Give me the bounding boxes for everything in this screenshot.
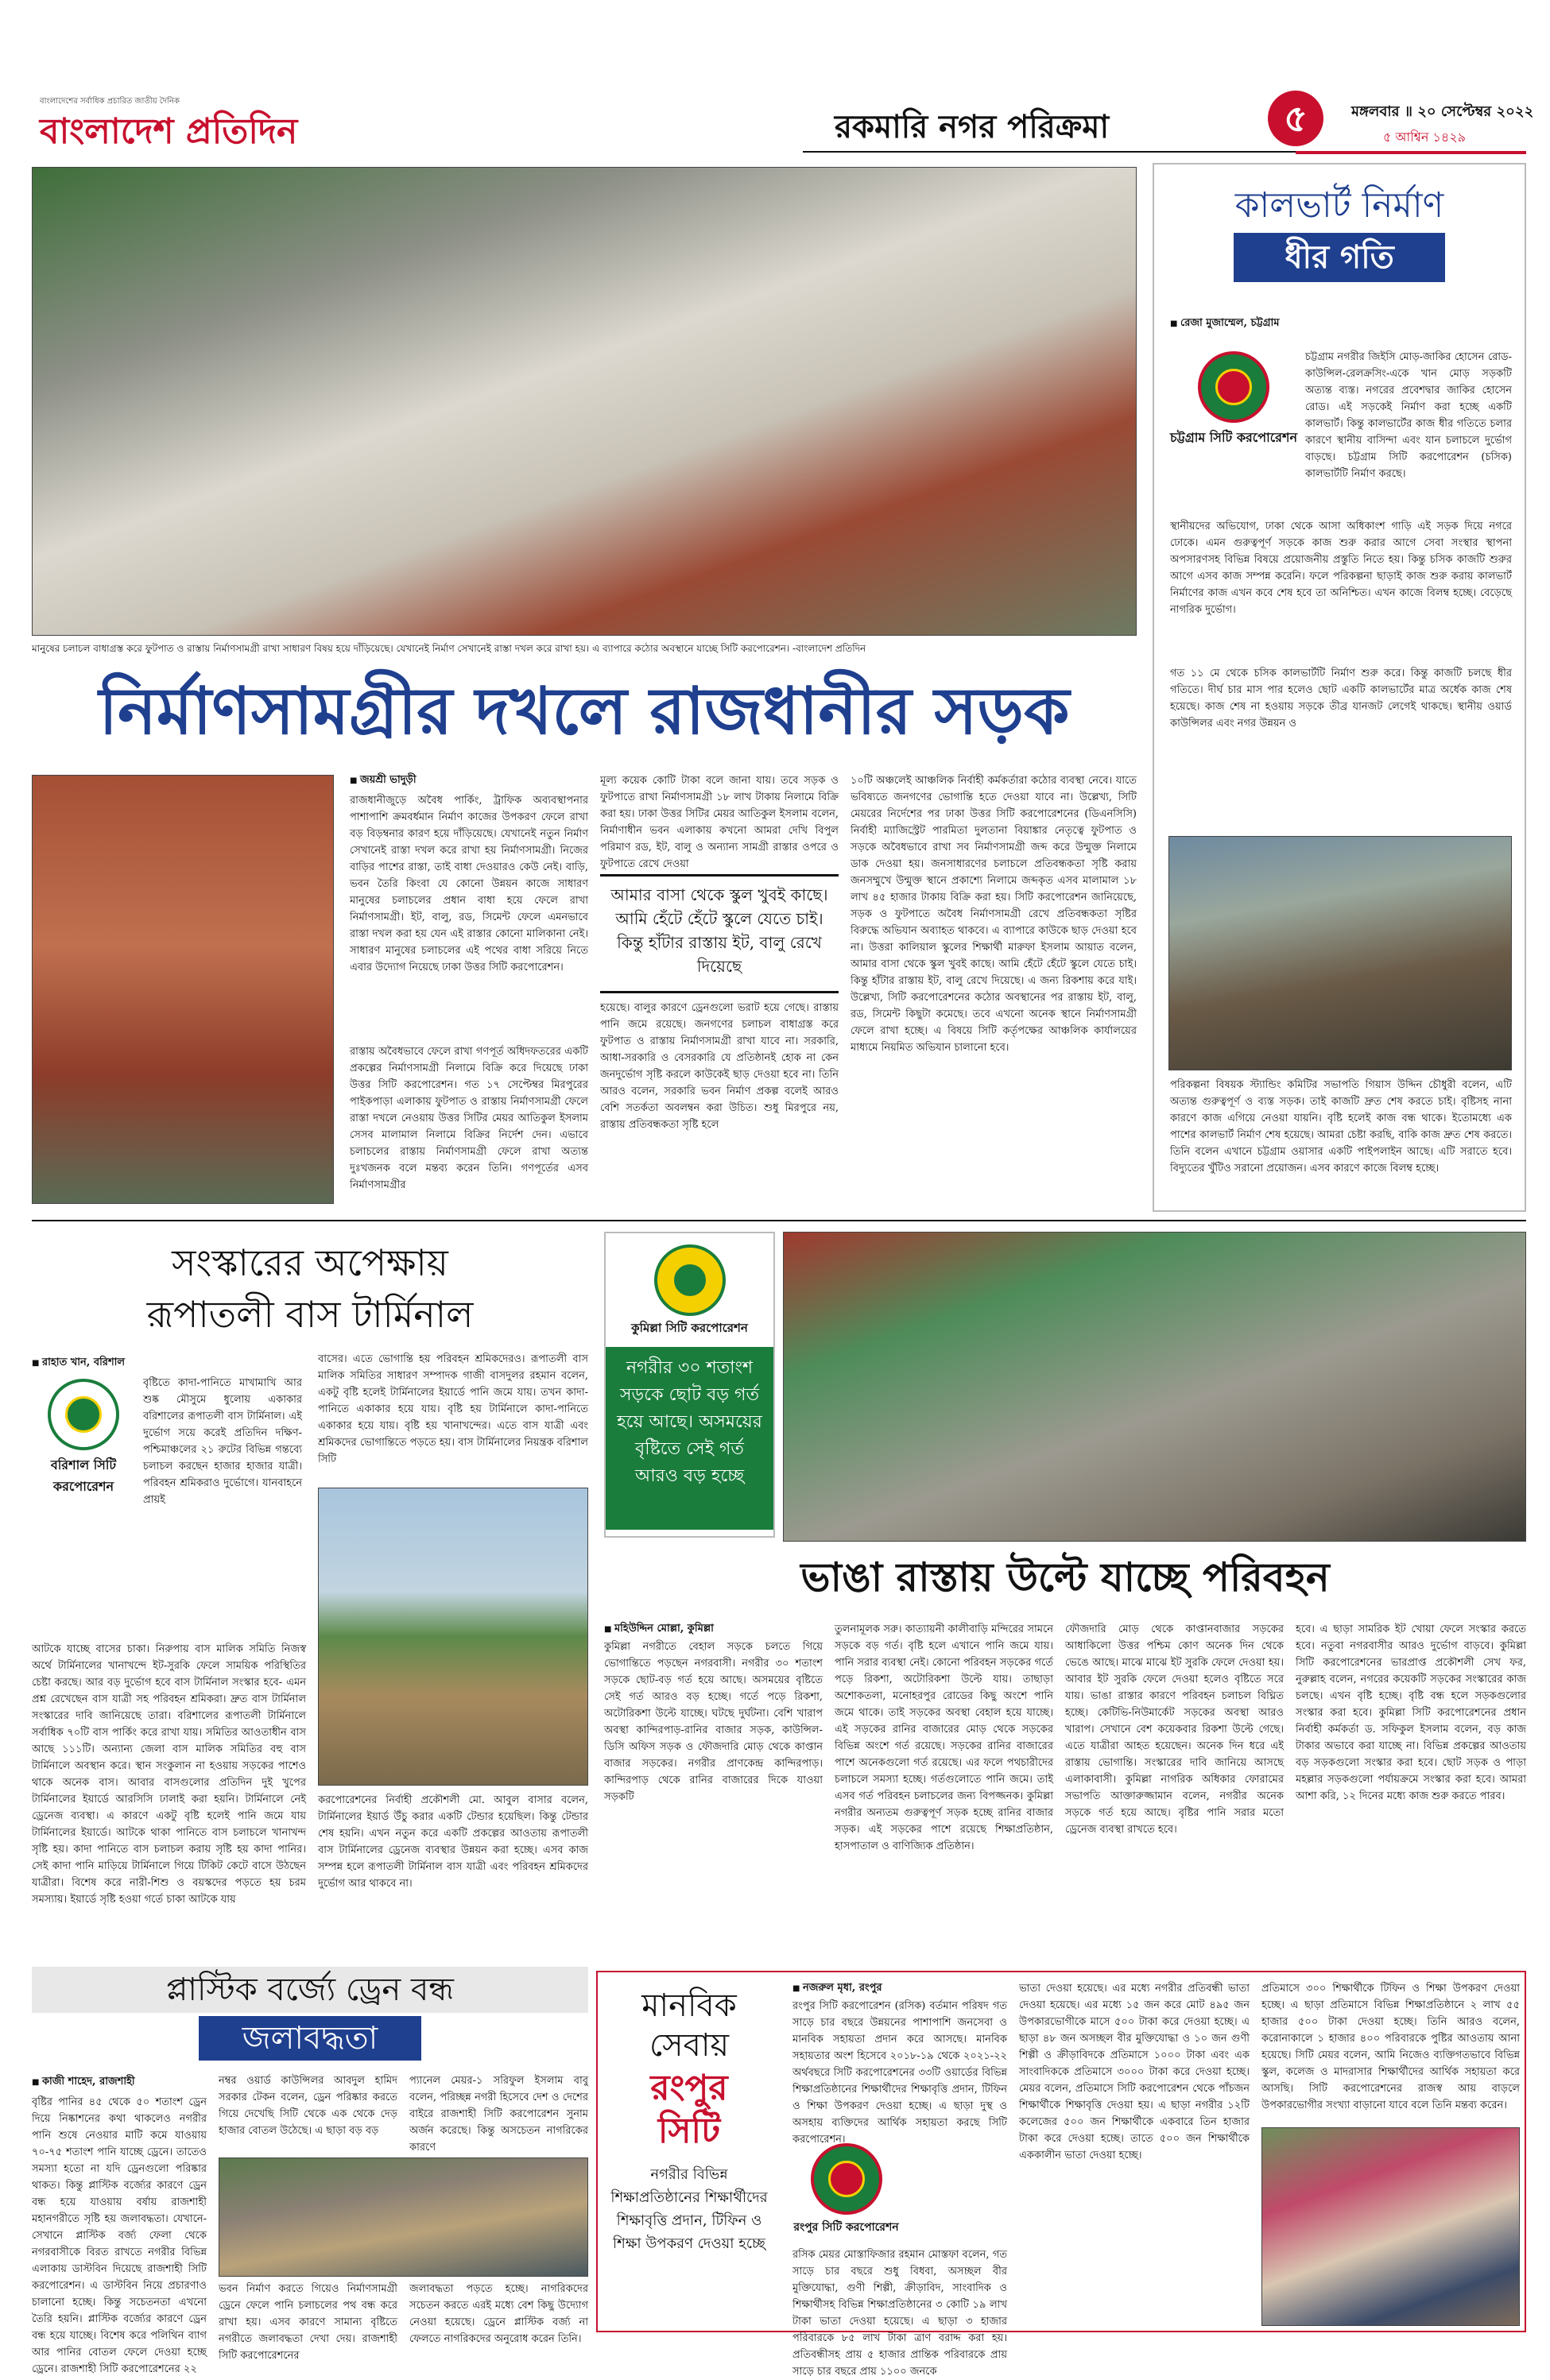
barishal-photo: [318, 1488, 588, 1786]
cumilla-photo: [783, 1232, 1526, 1542]
culvert-text4: পরিকল্পনা বিষয়ক স্ট্যান্ডিং কমিটির সভাপতি গিয়াস উদ্দিন চৌধুরী বলেন, এটি অত্যন্ত গুরুত্বপূর্ণ ও ব্যস্ত সড়ক। তাই কাজটি দ্রুত শেষ করতে চাই। বৃষ্টিসহ নানা কারণে কাজ এগিয়ে নেওয়া যায়নি। বৃষ্টি হলেই কাজ বন্ধ থাকে। ইতোমধ্যে এক পাশের কালভার্ট নির্মাণ শেষ হয়েছে। আমরা চেষ্টা করছি, বাকি কাজ দ্রুত শেষ করতে। তিনি বলেন এখানে চট্টগ্রাম ওয়াসার একটি পাইপলাইন আছে। এটি সরাতে হবে। বিদ্যুতের খুঁটিও সরানো প্রয়োজন। এসব কারণে কাজে বিলম্ব হচ্ছে।: [1170, 1079, 1512, 1175]
rangpur-col1b: রসিক মেয়র মোস্তাফিজার রহমান মোস্তফা বলেন, গত সাড়ে চার বছরে শুধু বিধবা, অসচ্ছল বীর মুক্তিযোদ্ধা, গুণী শিল্পী, ক্রীড়াবিদ, সাংবাদিক ও শিক্ষার্থীসহ বিভিন্ন শিক্ষাপ্রতিষ্ঠানের ৩ কোটি ১৯ লাখ টাকা ভাতা দেওয়া হয়েছে। এ ছাড়া ৩ হাজার পরিবারকে ৮৫ লাখ টাকা ত্রাণ বরাদ্দ করা হয়। প্রতিবন্ধীসহ প্রায় ৫ হাজার প্রান্তিক পরিবারকে প্রায় সাড়ে চার বছরে প্রায় ১১০০ জনকে: [792, 2249, 1007, 2378]
lead-col2-text: মূল্য কয়েক কোটি টাকা বলে জানা যায়। তবে সড়ক ও ফুটপাতে রাখা নির্মাণসামগ্রী ১৮ লাখ টাকায় নিলামে বিক্রি করা হয়। ঢাকা উত্তর সিটির মেয়র আতিকুল ইসলাম বলেন, নির্মাণাধীন ভবন এলাকায় কখনো আমরা দেখি বিপুল পরিমাণ রড, ইট, বালু ও অন্যান্য সামগ্রী রাস্তার ওপরে ও ফুটপাতে রেখে দেওয়া: [600, 775, 839, 870]
culvert-highlight-text: ধীর গতি: [1285, 238, 1394, 276]
culvert-logo: [1170, 351, 1297, 478]
chattogram-city-logo-icon: [1198, 351, 1269, 423]
lead-headline: নির্মাণসামগ্রীর দখলে রাজধানীর সড়ক: [99, 673, 1070, 749]
culvert-text1: চট্টগ্রাম নগরীর জিইসি মোড়-জাকির হোসেন রোড-কাউন্সিল-রেলক্রসিং-একে খান মোড় সড়কটি অত্যন্ত ব্যস্ত। নগরের প্রবেশদ্বার জাকির হোসেন রোড। এই সড়কেই নির্মাণ করা হচ্ছে একটি কালভার্ট। কিন্তু কালভার্টের কাজ ধীর গতিতে চলার কারণে স্থানীয় বাসিন্দা এবং যান চলাচলে দুর্ভোগ বাড়ছে। চট্টগ্রাম সিটি করপোরেশন (চসিক) কালভার্টটি নির্মাণ করছে।: [1305, 351, 1512, 480]
barishal-col2: বাসের। এতে ভোগান্তি হয় পরিবহন শ্রমিকদেরও। রূপাতলী বাস মালিক সমিতির সাধারণ সম্পাদক গাজী বাসদুলর রহমান বলেন, একটু বৃষ্টি হলেই টার্মিনালের ইয়ার্ডে পানি জমে যায়। তখন কাদা-পানিতে একাকার হয়ে যায়। বৃষ্টি হয় টার্মিনালে কাদা-পানিতে একাকার হয়ে যায়। বৃষ্টি হয় খানাখন্দের। এতে বাস যাত্রী এবং শ্রমিকদের ভোগান্তিতে পড়তে হয়। বাস টার্মিনালের নিয়ন্ত্রক বরিশাল সিটি: [318, 1353, 588, 1465]
rangpur-city-logo-icon: [811, 2143, 882, 2215]
section-title: রকমারি নগর পরিক্রমা: [835, 108, 1110, 145]
cumilla-headline: ভাঙা রাস্তায় উল্টে যাচ্ছে পরিবহন: [800, 1554, 1330, 1600]
page-number: ৫: [1284, 97, 1308, 140]
rangpur-sidebar-text: নগরীর বিভিন্ন শিক্ষাপ্রতিষ্ঠানের শিক্ষার্থীদের শিক্ষাবৃত্তি প্রদান, টিফিন ও শিক্ষা উপকরণ দেওয়া হচ্ছে: [610, 2166, 768, 2252]
culvert-byline: ■ রেজা মুজাম্মেল, চট্টগ্রাম: [1170, 315, 1279, 332]
rangpur-col2: ভাতা দেওয়া হয়েছে। এর মধ্যে নগরীর প্রতিবন্ধী ভাতা দেওয়া হয়েছে। এর মধ্যে ১৫ জন করে মোট ৪৯৫ জন উপকারভোগীকে মাসে ৫০০ টাকা করে দেওয়া হচ্ছে। এ ছাড়া ৪৮ জন অসচ্ছল বীর মুক্তিযোদ্ধা ও ১০ জন গুণী শিল্পী ও ক্রীড়াবিদকে প্রতিমাসে ১০০০ টাকা এবং এক সাংবাদিককে প্রতিমাসে ৩০০০ টাকা করে দেওয়া হচ্ছে। মেয়র বলেন, প্রতিমাসে সিটি করপোরেশন থেকে পাঁচজন শিক্ষার্থীকে শিক্ষাবৃত্তি দেওয়া হয়। এ ছাড়া নগরীর ১২টি কলেজের ৫০০ জন শিক্ষার্থীকে একবারে তিন হাজার টাকা করে দেওয়া হচ্ছে। তাতে ৫০০ জন শিক্ষার্থীকে এককালীন ভাতা দেওয়া হচ্ছে।: [1019, 1983, 1250, 2161]
plastic-headline-2: জলাবদ্ধতা: [199, 2016, 421, 2061]
plastic-headline-box: [32, 1967, 588, 2062]
plastic-byline: ■ কাজী শাহেদ, রাজশাহী: [32, 2074, 135, 2091]
cumilla-col1: কুমিল্লা নগরীতে বেহাল সড়কে চলতে গিয়ে ভোগান্তিতে পড়ছেন নগরবাসী। নগরীর ৩০ শতাংশ সড়কে ছোট-বড় গর্ত হয়ে আছে। অসময়ের বৃষ্টিতে সেই গর্ত আরও বড় হচ্ছে। গর্তে পড়ে রিকশা, অটোরিকশা উল্টে যাচ্ছে। ঘটছে দুর্ঘটনা। বেশি খারাপ অবস্থা কান্দিরপাড়-রানির বাজার সড়ক, কাউন্সিল-ডিসি অফিস সড়ক ও ফৌজদারি মোড় থেকে কাপ্তান বাজার সড়কের। নগরীর প্রাণকেন্দ্র কান্দিরপাড়। কান্দিরপাড় থেকে রানির বাজারের দিকে যাওয়া সড়কটি: [604, 1641, 823, 1803]
culvert-logo-label: চট্টগ্রাম সিটি করপোরেশন: [1170, 430, 1297, 445]
plastic-col3: প্যানেল মেয়র-১ সরিফুল ইসলাম বাবু বলেন, পরিচ্ছন্ন নগরী হিসেবে দেশ ও দেশের বাইরে রাজশাহী সিটি করপোরেশন সুনাম অর্জন করেছে। কিন্তু অসচেতন নাগরিকের কারণে: [409, 2075, 588, 2154]
lead-col1: [350, 772, 588, 1209]
section-divider-1: [32, 1220, 1526, 1221]
rangpur-headline-1: মানবিক: [641, 1987, 737, 2024]
lead-photo: [32, 167, 1137, 636]
page-number-badge: [1268, 91, 1323, 146]
culvert-headline: কালভার্ট নির্মাণ: [1234, 185, 1444, 226]
cumilla-sidebar-text: নগরীর ৩০ শতাংশ সড়কে ছোট বড় গর্ত হয়ে আছে। অসময়ের বৃষ্টিতে সেই গর্ত আরও বড় হচ্ছে: [606, 1347, 773, 1530]
lead-pullquote: আমার বাসা থেকে স্কুল খুবই কাছে। আমি হেঁটে হেঁটে স্কুলে যেতে চাই। কিন্তু হাঁটার রাস্তায় ইট, বালু রেখে দিয়েছে: [600, 874, 839, 993]
lead-col3: [851, 772, 1137, 1209]
plastic-col2: নম্বর ওয়ার্ড কাউন্সিলর আবদুল হামিদ সরকার টেকন বলেন, ড্রেন পরিষ্কার করতে গিয়ে দেখেছি সিটি থেকে এক থেকে দেড় হাজার বোতল উঠেছে। এ ছাড়া বড় বড়: [219, 2075, 397, 2137]
rangpur-logo-label: রংপুর সিটি করপোরেশন: [793, 2221, 899, 2234]
barishal-col1: বৃষ্টিতে কাদা-পানিতে মাখামাখি আর শুষ্ক মৌসুমে ধুলোয় একাকার বরিশালের রূপাতলী বাস টার্মিনাল। এই দুর্ভোগ সয়ে করেই প্রতিদিন দক্ষিণ-পশ্চিমাঞ্চলের ২১ রুটের বিভিন্ন গন্তব্যে চলাচল করছেন হাজার হাজার যাত্রী। পরিবহন শ্রমিকরাও দুর্ভোগে। যানবাহনে প্রায়ই: [143, 1377, 302, 1506]
barishal-col2b: করপোরেশনের নির্বাহী প্রকৌশলী মো. আবুল বাসার বলেন, টার্মিনালের ইয়ার্ড উঁচু করার একটি টেন্ডার হয়েছিল। কিন্তু টেন্ডার শেষ হয়নি। এখন নতুন করে একটি প্রকল্পের আওতায় রূপাতলী বাস টার্মিনালের ড্রেনেজ ব্যবস্থার উন্নয়ন করা হচ্ছে। এসব কাজ সম্পন্ন হলে রূপাতলী টার্মিনাল বাস যাত্রী এবং পরিবহন শ্রমিকদের দুর্ভোগ আর থাকবে না।: [318, 1794, 588, 1890]
barishal-logo: [32, 1379, 135, 1498]
masthead-tagline: বাংলাদেশের সর্বাধিক প্রচারিত জাতীয় দৈনিক: [40, 97, 180, 106]
barishal-col1b: আটকে যাচ্ছে বাসের চাকা। নিরুপায় বাস মালিক সমিতি নিজস্ব অর্থে টার্মিনালের খানাখন্দে ইট-সুরকি ফেলে সাময়িক পরিস্থিতির চেষ্টা করছে। আর বড় দুর্ভোগ হবে বাস টার্মিনাল সংস্কার হবে- এমন প্রশ্ন রেখেছেন বাস যাত্রী সহ পরিবহন শ্রমিকরা। দ্রুত বাস টার্মিনাল সংস্কারের দাবি জানিয়েছে তারা। বরিশালের রূপাতলী টার্মিনালে সর্বাধিক ৭০টি বাস পার্কিং করে রাখা যায়। সমিতির আওতাধীন বাস আছে ১১১টি। অন্যান্য জেলা বাস মালিক সমিতির বহু বাস টার্মিনালে অবস্থান করে। স্থান সংকুলান না হওয়ায় সড়কের পাশেও থাকে অনেক বাস। আবার বাসগুলোর প্রতিদিন দুই খুপের টার্মিনালের ইয়ার্ডে আরসিসি ঢালাই করা হয়নি। টার্মিনালে নেই ড্রেনেজ ব্যবস্থা। এ কারণে একটু বৃষ্টি হলেই পানি জমে যায় টার্মিনালের ইয়ার্ডে। আটকে থাকা পানিতে বাস চলাচলে খানাখন্দ সৃষ্টি হয়। কাদা পানিতে বাস চলাচল করায় সৃষ্টি হয় কাদা পানির। সেই কাদা পানি মাড়িয়ে টার্মিনালে গিয়ে টিকিট কেটে বাসে উঠছেন যাত্রীরা। বিশেষ করে নারী-শিশু ও বয়স্কদের পড়তে হয় চরম সমস্যায়। ইয়ার্ডে সৃষ্টি হওয়া গর্তে চাকা আটকে যায়: [32, 1643, 306, 1906]
cumilla-byline: ■ মহিউদ্দিন মোল্লা, কুমিল্লা: [604, 1621, 714, 1638]
lead-col1-text: রাজধানীজুড়ে অবৈধ পার্কিং, ট্রাফিক অব্যবস্থাপনার পাশাপাশি ক্রমবর্ধমান নির্মাণ কাজের উপকরণ ফেলে রাখা বড় বিড়ম্বনার কারণ হয়ে দাঁড়িয়েছে। যেখানেই নতুন নির্মাণ সেখানেই রাস্তা দখল করে রাখা হয় নির্মাণসামগ্রী। নিজের বাড়ির পাশের রাস্তা, তাই বাধা দেওয়ারও কেউ নেই। বাড়ি, ভবন তৈরি কিংবা যে কোনো উন্নয়ন কাজে সাধারণ মানুষের চলাচলের প্রধান বাধা হয়ে ফেলে রাখা নির্মাণসামগ্রী। ইট, বালু, রড, সিমেন্ট ফেলে এমনভাবে রাস্তা দখল করা হয় যেন এই রাস্তার কোনো মালিকানা নেই। সাধারণ মানুষের চলাচলের এই পথের বাধা সরিয়ে নিতে এবার উদ্যোগ নিয়েছে ঢাকা উত্তর সিটি করপোরেশন।: [350, 795, 588, 973]
masthead-rule: [1296, 151, 1526, 154]
lead-col3-text: ১০টি অঞ্চলেই আঞ্চলিক নির্বাহী কর্মকর্তারা কঠোর ব্যবস্থা নেবে। যাতে ভবিষ্যতে জনগণের ভোগান্তি হতে দেওয়া যাবে না। উল্লেখ্য, সিটি মেয়রের নির্দেশের পর ঢাকা উত্তর সিটি করপোরেশনের (ডিএনসিসি) নির্বাহী ম্যাজিস্ট্রেট পারমিতা দুলতানা বিয়াঙ্কার নেতৃত্বে ফুটপাত ও সড়কে অবৈধভাবে রাখা সব নির্মাণসামগ্রী জব্দ করে উন্মুক্ত নিলামে ডাক দেওয়া হয়। জনসাধারণের চলাচলে প্রতিবন্ধকতা সৃষ্টি করায় জনসম্মুখে উন্মুক্ত স্থানে প্রকাশ্যে নিলামে জব্দকৃত এসব মালামাল ১৮ লাখ ৪৫ হাজার টাকায় বিক্রি করা হয়। সিটি করপোরেশন জানিয়েছে, সড়ক ও ফুটপাতে অবৈধ নির্মাণসামগ্রী রেখে প্রতিবন্ধকতা সৃষ্টির বিরুদ্ধে অভিযান অব্যাহত থাকবে। এ ব্যাপারে কাউকে ছাড় দেওয়া হবে না। উত্তরা কালিয়াল স্কুলের শিক্ষার্থী মারুফা ইসলাম আয়াত বলেন, আমার বাসা থেকে স্কুল খুবই কাছে। আমি হেঁটে হেঁটে স্কুলে যেতে চাই। কিন্তু হাঁটার রাস্তায় ইট, বালু রেখে দিয়েছে। এ জন্য রিকশায় করে যাই। উল্লেখ্য, সিটি করপোরেশনের কঠোর অবস্থানের পর রাস্তায় ইট, বালু, রড, সিমেন্ট কিছুটা কমেছে। তবে এখনো অনেক স্থানে নির্মাণসামগ্রী ফেলে রাখা হচ্ছে। এ বিষয়ে সিটি কর্তৃপক্ষের আঞ্চলিক কার্যালয়ের মাধ্যমে নিয়মিত অভিযান চালানো হবে।: [851, 775, 1137, 1054]
masthead: [32, 79, 1534, 152]
rangpur-headline-4: সিটি: [657, 2111, 721, 2151]
plastic-photo: [219, 2157, 588, 2277]
lead-col1-text-b: রাস্তায় অবৈধভাবে ফেলে রাখা গণপূর্ত অধিদফতরের একটি প্রকল্পের নির্মাণসামগ্রী নিলামে বিক্রি করে দিয়েছে ঢাকা উত্তর সিটি করপোরেশন। গত ১৭ সেপ্টেম্বর মিরপুরের পাইকপাড়া এলাকায় ফুটপাত ও রাস্তায় নির্মাণসামগ্রী ফেলে রাস্তা দখলে নেওয়ায় উত্তর সিটির মেয়র আতিকুল ইসলাম সেসব মালামাল নিলামে বিক্রির নির্দেশ দেন। এভাবে চলাচলের রাস্তায় নির্মাণসামগ্রী ফেলে রাখা অত্যন্ত দুঃখজনক বলে মন্তব্য করেন তিনি। গণপূর্তের এসব নির্মাণসামগ্রীর: [350, 1046, 588, 1191]
culvert-box: [1153, 163, 1526, 1212]
rangpur-col1: রংপুর সিটি করপোরেশন (রসিক) বর্তমান পরিষদ গত সাড়ে চার বছরে উন্নয়নের পাশাপাশি জনসেবা ও মানবিক সহায়তা প্রদান করে আসছে। মানবিক সহায়তার অংশ হিসেবে ২০১৮-১৯ থেকে ২০২১-২২ অর্থবছরে সিটি করপোরেশনের ৩৩টি ওয়ার্ডের বিভিন্ন শিক্ষাপ্রতিষ্ঠানের শিক্ষার্থীদের শিক্ষাবৃত্তি প্রদান, টিফিন ও শিক্ষা উপকরণ দেওয়া হচ্ছে। এ ছাড়া দুস্থ ও অসহায় ব্যক্তিদের আর্থিক সহায়তা করছে সিটি করপোরেশন।: [792, 2000, 1007, 2146]
barishal-logo-label: বরিশাল সিটি করপোরেশন: [50, 1457, 117, 1494]
issue-date-bangla: ৫ আশ্বিন ১৪২৯: [1383, 130, 1467, 145]
rangpur-logo: [792, 2143, 900, 2246]
barishal-city-logo-icon: [48, 1379, 119, 1450]
culvert-photo: [1168, 836, 1512, 1070]
cumilla-logo-label: কুমিল্লা সিটি করপোরেশন: [631, 1321, 748, 1335]
cumilla-col2: তুলনামূলক সরু। কাত্যায়নী কালীবাড়ি মন্দিরের সামনে সড়কে বড় গর্ত। বৃষ্টি হলে এখানে পানি জমে যায়। পানি সরার ব্যবস্থা নেই। কোনো পরিবহন সড়কের গর্তে পড়ে রিকশা, অটোরিকশা উল্টে যায়। তাছাড়া অশোকতলা, মনোহরপুর রোডের কিছু অংশে পানি জমে থাকে। তাই সড়কের অবস্থা বেহাল হয়ে যাচ্ছে। এই সড়কের রানির বাজারের মোড় থেকে সড়কের বিভিন্ন অংশে গর্ত রয়েছে। সড়কের রানির বাজারের পাশে অনেকগুলো গর্ত রয়েছে। এর ফলে পথচারীদের চলাচলে সমস্যা হচ্ছে। গর্তগুলোতে পানি জমে। তাই এসব গর্ত পরিবহন চলাচলের জন্য বিপজ্জনক। কুমিল্লা নগরীর অন্যতম গুরুত্বপূর্ণ সড়ক হচ্ছে রানির বাজার সড়ক। এই সড়কের পাশে রয়েছে শিক্ষাপ্রতিষ্ঠান, হাসপাতাল ও বাণিজ্যিক প্রতিষ্ঠান।: [835, 1623, 1053, 1852]
cumilla-col3: ফৌজদারি মোড় থেকে কাপ্তানবাজার সড়কের আধাকিলো উত্তর পশ্চিম কোণ অনেক দিন থেকে ভেঙে আছে। মাঝে মাঝে ইট সুরকি ফেলে দেওয়া হয়। আবার ইট সুরকি ফেলে দেওয়া হলেও বৃষ্টিতে সরে যায়। ভাঙা রাস্তার কারণে পরিবহন চলাচল বিঘ্নিত হচ্ছে। কেটিভি-নিউমার্কেট সড়কের অবস্থা আরও খারাপ। সেখানে বেশ কয়েকবার রিকশা উল্টে গেছে। এতে যাত্রীরা আহত হয়েছেন। অনেক দিন ধরে এই রাস্তায় ভোগান্তি। সংস্কারের দাবি জানিয়ে আসছে এলাকাবাসী। কুমিল্লা নাগরিক অধিকার ফোরামের সভাপতি আক্তারুজ্জামান বলেন, নগরীর অনেক সড়কে গর্ত হয়ে আছে। বৃষ্টির পানি সরার মতো ড্রেনেজ ব্যবস্থা রাখতে হবে।: [1065, 1623, 1284, 1836]
plastic-col3b: জলাবদ্ধতা পড়তে হচ্ছে। নাগরিকদের সচেতন করতে এরই মধ্যে বেশ কিছু উদ্যোগ নেওয়া হয়েছে। ড্রেনে প্লাস্টিক বর্জ্য না ফেলতে নাগরিকদের অনুরোধ করেন তিনি।: [409, 2283, 588, 2345]
cumilla-col4: হবে। এ ছাড়া সামরিক ইট খোয়া ফেলে সংস্কার করতে হবে। নতুবা নগরবাসীর আরও দুর্ভোগ বাড়বে। কুমিল্লা সিটি করপোরেশনের ভারপ্রাপ্ত প্রকৌশলী সেখ ফর, নুরুল্লাহ বলেন, নগরের কয়েকটি সড়কের সংস্কারের কাজ চলছে। এখন বৃষ্টি হচ্ছে। বৃষ্টি বন্ধ হলে সড়কগুলোর সংস্কার করা হবে। কুমিল্লা সিটি করপোরেশনের প্রধান নির্বাহী কর্মকর্তা ড. সফিকুল ইসলাম বলেন, বড় কাজ টাকার অভাবে করা যাচ্ছে না। বিভিন্ন প্রকল্পের আওতায় বড় সড়কগুলো সংস্কার করা হবে। ছোট সড়ক ও পাড়া মহল্লার সড়কগুলো পর্যায়ক্রমে সংস্কার করা হবে। আমরা আশা করি, ১২ দিনের মধ্যে কাজ শুরু করতে পারব।: [1296, 1623, 1526, 1802]
culvert-text2: স্থানীয়দের অভিযোগ, ঢাকা থেকে আসা অধিকাংশ গাড়ি এই সড়ক দিয়ে নগরে ঢোকে। এমন গুরুত্বপূর্ণ সড়কে কাজ শুরু করার আগে সেবা সংস্থার স্থাপনা অপসারণসহ বিভিন্ন বিষয়ে প্রয়োজনীয় প্রস্তুতি নিতে হয়। কিন্তু চসিক কাজটি শুরুর আগে এসব কাজ সম্পন্ন করেনি। ফলে পরিকল্পনা ছাড়াই কাজ শুরু করায় কালভার্ট নির্মাণের কাজ এখন কবে শেষ হবে তা অনিশ্চিত। এখন কাজে বিলম্ব হচ্ছে। বেড়েছে নাগরিক দুর্ভোগ।: [1170, 521, 1512, 616]
culvert-highlight: [1234, 233, 1445, 282]
lead-byline: ■ জয়শ্রী ভাদুড়ী: [350, 772, 588, 789]
cumilla-city-logo-icon: [654, 1244, 726, 1316]
plastic-col1: বৃষ্টির পানির ৪৫ থেকে ৫০ শতাংশ ড্রেন দিয়ে নিষ্কাশনের কথা থাকলেও নগরীর পানি শুষে নেওয়ার মাটি কমে যাওয়ায় ৭০-৭৫ শতাংশ পানি যাচ্ছে ড্রেনে। তাতেও সমস্যা হতো না যদি ড্রেনগুলো পরিষ্কার থাকত। কিন্তু প্লাস্টিক বর্জ্যের কারণে ড্রেন বন্ধ হয়ে যাওয়ায় বর্ষায় রাজশাহী মহানগরীতে সৃষ্টি হয় জলাবদ্ধতা। যেখানে-সেখানে প্লাস্টিক বর্জ্য ফেলা থেকে নগরবাসীকে বিরত রাখতে নগরীর বিভিন্ন এলাকায় ডাস্টবিন দিয়েছে রাজশাহী সিটি করপোরেশন। এ ডাস্টবিন নিয়ে প্রচারণাও চালানো হচ্ছে। কিন্তু সচেতনতা এখনো তৈরি হয়নি। প্লাস্টিক বর্জ্যের কারণে ড্রেন বন্ধ হয়ে যাচ্ছে। বিশেষ করে পলিথিন ব্যাগ আর পানির বোতল ফেলে দেওয়া হচ্ছে ড্রেনে। রাজশাহী সিটি করপোরেশনের ২২: [32, 2096, 207, 2375]
rangpur-col3: প্রতিমাসে ৩০০ শিক্ষার্থীকে টিফিন ও শিক্ষা উপকরণ দেওয়া হচ্ছে। এ ছাড়া প্রতিমাসে বিভিন্ন শিক্ষাপ্রতিষ্ঠানে ২ লাখ ৫৫ হাজার ৫০০ টাকা দেওয়া হচ্ছে। তিনি আরও বলেন, করোনাকালে ১ হাজার ৪০০ পরিবারকে পুষ্টির আওতায় আনা হয়েছে। সিটি মেয়র বলেন, আমি নিজেও ব্যক্তিগতভাবে বিভিন্ন স্কুল, কলেজ ও মাদরাসার শিক্ষার্থীদের আর্থিক সহায়তা করে আসছি। সিটি করপোরেশনের রাজস্ব আয় বাড়লে উপকারভোগীর সংখ্যা বাড়ানো যাবে বলে তিনি মন্তব্য করেন।: [1261, 1983, 1520, 2111]
rangpur-byline: ■ নজরুল মৃধা, রংপুর: [792, 1980, 882, 1997]
issue-date: মঙ্গলবার ॥ ২০ সেপ্টেম্বর ২০২২: [1351, 103, 1534, 120]
plastic-headline-1: প্লাস্টিক বর্জ্যে ড্রেন বন্ধ: [32, 1967, 588, 2013]
barishal-byline: ■ রাহাত খান, বরিশাল: [32, 1355, 125, 1372]
culvert-text3: গত ১১ মে থেকে চসিক কালভার্টটি নির্মাণ শুরু করে। কিন্তু কাজটি চলছে ধীর গতিতে। দীর্ঘ চার মাস পার হলেও ছোট একটি কালভার্টের মাত্র অর্ধেক কাজ শেষ হয়েছে। কাজ শেষ না হওয়ায় সড়কে তীব্র যানজট লেগেই থাকছে। স্থানীয় ওয়ার্ড কাউন্সিলর এবং নগর উন্নয়ন ও: [1170, 668, 1512, 729]
lead-photo-bricks: [32, 775, 334, 1204]
masthead-rule-black: [803, 151, 1296, 153]
plastic-col2b: ভবন নির্মাণ করতে গিয়েও নির্মাণসামগ্রী ড্রেনে ফেলে পানি চলাচলের পথ বন্ধ করে রাখা হয়। এসব কারণে সামান্য বৃষ্টিতে নগরীতে জলাবদ্ধতা দেখা দেয়। রাজশাহী সিটি করপোরেশনের: [219, 2283, 397, 2362]
lead-col2-text-b: হয়েছে। বালুর কারণে ড্রেনগুলো ভরাট হয়ে গেছে। রাস্তায় পানি জমে রয়েছে। জনগণের চলাচল বাধাগ্রস্ত করে ফুটপাত ও রাস্তায় নির্মাণসামগ্রী রাখা যাবে না। সরকারি, আধা-সরকারি ও বেসরকারি যে প্রতিষ্ঠানই হোক না কেন জনদুর্ভোগ সৃষ্টি করলে কাউকেই ছাড় দেওয়া হবে না। তিনি আরও বলেন, সরকারি ভবন নির্মাণ প্রকল্প বলেই আরও বেশি সতর্কতা অবলম্বন করা উচিত। শুধু মিরপুরে নয়, রাস্তায় প্রতিবন্ধকতা সৃষ্টি হলে: [600, 1002, 839, 1131]
newspaper-logo[interactable]: বাংলাদেশ প্রতিদিন: [40, 111, 298, 152]
rangpur-headline-3: রংপুর: [650, 2068, 728, 2108]
barishal-headline-1: সংস্কারের অপেক্ষায়: [172, 1241, 448, 1284]
rangpur-headline-2: সেবায়: [649, 2027, 730, 2064]
barishal-headline-2: রূপাতলী বাস টার্মিনাল: [146, 1293, 474, 1336]
rangpur-photo: [1261, 2127, 1520, 2326]
rangpur-box: [596, 1971, 1526, 2378]
cumilla-sidebar: [604, 1232, 775, 1538]
lead-photo-caption: মানুষের চলাচল বাধাগ্রস্ত করে ফুটপাত ও রাস্তায় নির্মাণসামগ্রী রাখা সাধারণ বিষয় হয়ে দাঁড়িয়েছে। যেখানেই নির্মাণ সেখানেই রাস্তা দখল করে রাখা হয়। এ ব্যাপারে কঠোর অবস্থানে যাচ্ছে সিটি করপোরেশন। -বাংলাদেশ প্রতিদিন: [32, 643, 866, 654]
lead-col2: [600, 772, 839, 1209]
